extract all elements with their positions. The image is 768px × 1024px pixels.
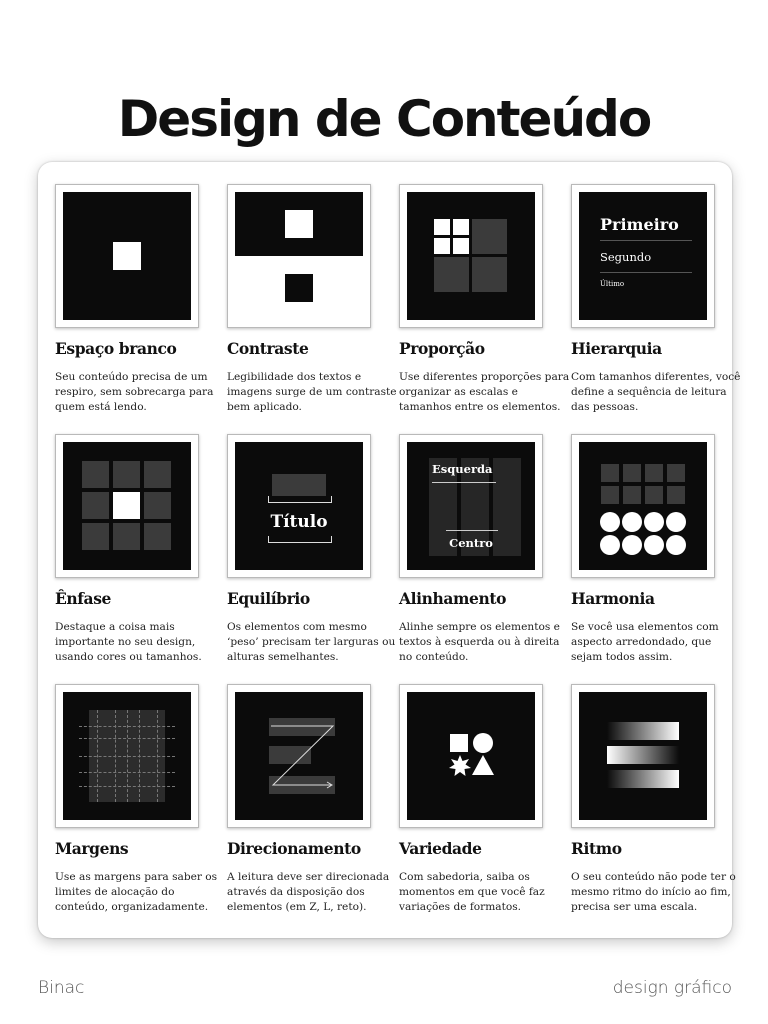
margin-guide: [79, 738, 175, 739]
starburst-shape-icon: [449, 755, 471, 777]
card-description: Seu conteúdo precisa de um respiro, sem sobrecarga para quem está lendo.: [55, 371, 214, 413]
footer-brand: Binac: [38, 978, 85, 998]
harmony-square: [623, 464, 641, 482]
card-title: Ritmo: [571, 839, 622, 858]
white-square: [285, 210, 313, 238]
proportion-square: [434, 238, 450, 254]
margin-guide: [79, 756, 175, 757]
rhythm-bar: [607, 746, 679, 764]
card-title: Harmonia: [571, 589, 655, 608]
emphasized-square: [113, 492, 140, 519]
card-description: Destaque a coisa mais importante no seu design, usando cores ou tamanhos.: [55, 621, 202, 663]
circle-shape-icon: [473, 733, 493, 753]
illustration-whitespace: [63, 192, 191, 320]
hierarchy-divider: [600, 272, 692, 273]
hierarchy-divider: [600, 240, 692, 241]
grid-square: [144, 492, 171, 519]
illustration-hierarchy: [579, 192, 707, 320]
illustration-direction: [235, 692, 363, 820]
content-panel: [38, 162, 741, 938]
harmony-square: [601, 486, 619, 504]
grid-square: [144, 523, 171, 550]
balance-block: [272, 474, 326, 496]
card-title: Espaço branco: [55, 339, 177, 358]
grid-square: [82, 523, 109, 550]
page-title: Design de Conteúdo: [117, 89, 651, 148]
triangle-shape-icon: [472, 755, 494, 775]
card-description: Legibilidade dos textos e imagens surge de um contraste bem aplicado.: [227, 371, 397, 413]
card-title: Direcionamento: [227, 839, 361, 858]
alignment-left-label: Esquerda: [432, 462, 493, 476]
thumbnail-direcionamento: [227, 684, 371, 828]
thumbnail-alinhamento: [399, 434, 543, 578]
proportion-square: [472, 257, 507, 292]
thumbnail-proporcao: [399, 184, 543, 328]
proportion-square: [472, 219, 507, 254]
footer-tagline: design gráfico: [612, 978, 732, 998]
z-path-arrow-icon: [235, 692, 363, 820]
card-description: Use diferentes proporções para organizar as escalas e tamanhos entre os elementos.: [399, 371, 570, 413]
thumbnail-margens: [55, 684, 199, 828]
card-description: Use as margens para saber os limites de alocação do conteúdo, organizadamente.: [55, 871, 218, 913]
proportion-square: [434, 257, 469, 292]
harmony-circle: [644, 535, 664, 555]
harmony-square: [645, 464, 663, 482]
margin-guide: [79, 772, 175, 773]
harmony-square: [601, 464, 619, 482]
thumbnail-variedade: [399, 684, 543, 828]
harmony-square: [667, 486, 685, 504]
hierarchy-first: Primeiro: [600, 215, 679, 234]
card-title: Alinhamento: [399, 589, 507, 608]
alignment-arrow: [432, 482, 496, 483]
illustration-contrast: [235, 192, 363, 320]
thumbnail-hierarquia: [571, 184, 715, 328]
thumbnail-contraste: [227, 184, 371, 328]
harmony-circle: [666, 535, 686, 555]
hierarchy-second: Segundo: [600, 250, 652, 264]
illustration-balance: [235, 442, 363, 570]
harmony-circle: [600, 535, 620, 555]
grid-square: [82, 461, 109, 488]
harmony-square: [667, 464, 685, 482]
thumbnail-espaco-branco: [55, 184, 199, 328]
harmony-circle: [622, 535, 642, 555]
card-title: Ênfase: [55, 589, 111, 608]
black-square: [285, 274, 313, 302]
hierarchy-last: Último: [600, 280, 625, 288]
proportion-square: [453, 219, 469, 235]
balance-bracket: [268, 536, 332, 543]
balance-title: Título: [270, 512, 328, 532]
thumbnail-harmonia: [571, 434, 715, 578]
card-description: A leitura deve ser direcionada através da disposição dos elementos (em Z, L, reto).: [227, 871, 390, 913]
rhythm-bar: [607, 722, 679, 740]
alignment-center-label: Centro: [449, 536, 493, 550]
harmony-square: [645, 486, 663, 504]
card-description: Alinhe sempre os elementos e textos à esquerda ou à direita no conteúdo.: [399, 621, 560, 663]
card-description: Se você usa elementos com aspecto arredondado, que sejam todos assim.: [571, 621, 719, 663]
illustration-variety: [407, 692, 535, 820]
harmony-circle: [644, 512, 664, 532]
square-shape-icon: [450, 734, 468, 752]
grid-square: [113, 523, 140, 550]
thumbnail-equilibrio: [227, 434, 371, 578]
thumbnail-enfase: [55, 434, 199, 578]
card-title: Proporção: [399, 339, 485, 358]
illustration-rhythm: [579, 692, 707, 820]
alignment-arrow: [446, 530, 498, 531]
grid-square: [82, 492, 109, 519]
grid-square: [113, 461, 140, 488]
harmony-circle: [622, 512, 642, 532]
thumbnail-ritmo: [571, 684, 715, 828]
card-description: Com sabedoria, saiba os momentos em que você faz variações de formatos.: [399, 871, 545, 913]
illustration-alignment: [407, 442, 535, 570]
small-white-square: [113, 242, 141, 270]
harmony-circle: [666, 512, 686, 532]
illustration-proportion: [407, 192, 535, 320]
card-title: Margens: [55, 839, 129, 858]
card-description: Com tamanhos diferentes, você define a sequência de leitura das pessoas.: [571, 371, 741, 413]
harmony-square: [623, 486, 641, 504]
card-description: O seu conteúdo não pode ter o mesmo ritmo do início ao fim, precisa ser uma escala.: [571, 871, 736, 913]
balance-bracket: [268, 496, 332, 503]
illustration-margins: [63, 692, 191, 820]
margin-guide: [79, 726, 175, 727]
proportion-square: [434, 219, 450, 235]
illustration-emphasis: [63, 442, 191, 570]
harmony-circle: [600, 512, 620, 532]
card-description: Os elementos com mesmo ‘peso’ precisam ter larguras ou alturas semelhantes.: [227, 621, 396, 663]
illustration-harmony: [579, 442, 707, 570]
rhythm-bar: [607, 770, 679, 788]
grid-square: [144, 461, 171, 488]
card-title: Variedade: [399, 839, 482, 858]
card-title: Contraste: [227, 339, 309, 358]
card-title: Hierarquia: [571, 339, 662, 358]
proportion-square: [453, 238, 469, 254]
margin-guide: [79, 786, 175, 787]
card-title: Equilíbrio: [227, 589, 310, 608]
